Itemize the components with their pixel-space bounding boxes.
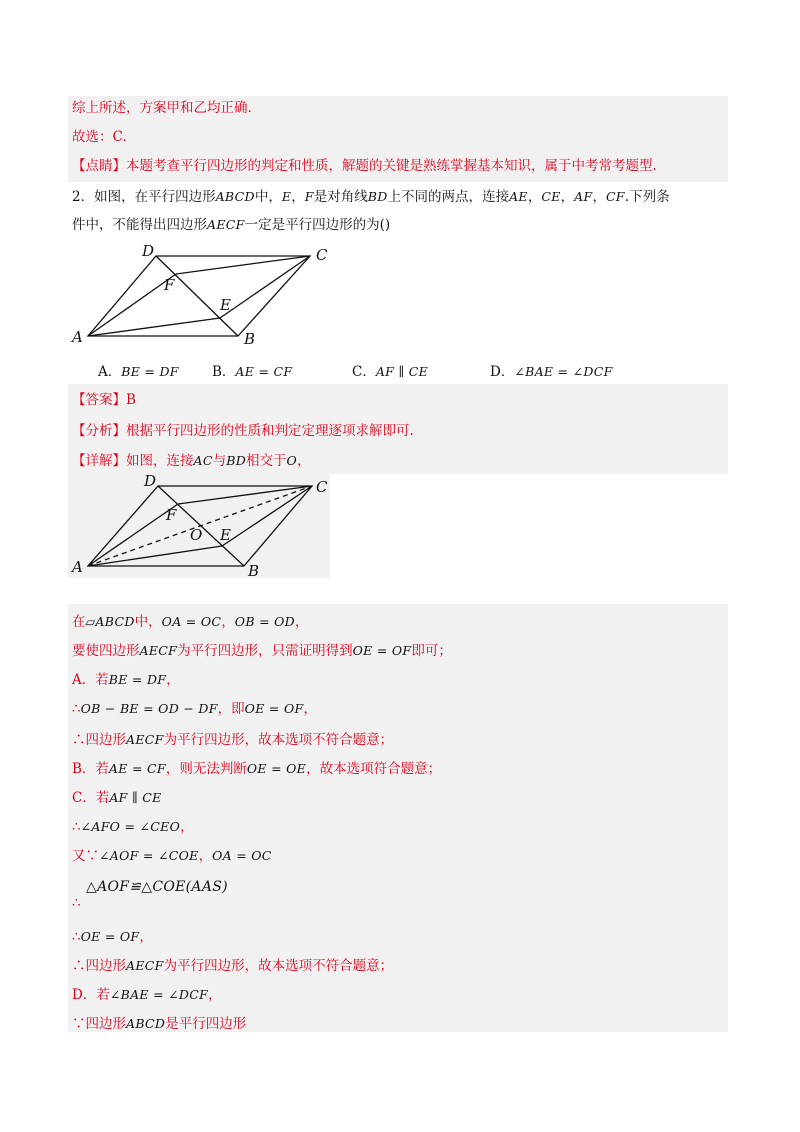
label-C: C bbox=[316, 246, 328, 264]
question-line-1: 2．如图，在平行四边形ABCD中，E，F是对角线BD上不同的两点，连接AE，CE，AF，CF.下列条 bbox=[72, 189, 670, 205]
sol-line-14: D．若∠BAE = ∠DCF， bbox=[72, 987, 222, 1003]
option-c[interactable]: C．AF ∥ CE bbox=[352, 364, 429, 380]
choice-line: 故选：C. bbox=[72, 129, 127, 145]
sol-line-13: ∴四边形AECF为平行四边形，故本选项不符合题意； bbox=[72, 958, 394, 974]
label2-F: F bbox=[166, 506, 177, 524]
label2-B: B bbox=[248, 562, 260, 580]
comment-tag: 【点睛】 bbox=[72, 158, 126, 174]
sol-line-12: ∴OE = OF， bbox=[72, 929, 153, 945]
sol-line-9: 又∵∠AOF = ∠COE，OA = OC bbox=[72, 848, 272, 864]
sol-line-4: ∴OB − BE = OD − DF，即OE = OF， bbox=[72, 701, 317, 717]
option-a[interactable]: A．BE = DF bbox=[98, 364, 179, 380]
answer-line: 【答案】B bbox=[72, 392, 136, 408]
figure-parallelogram-1 bbox=[68, 240, 338, 350]
comment-line bbox=[72, 155, 657, 177]
detail-line: 【详解】如图，连接AC与BD相交于O， bbox=[72, 453, 311, 469]
summary-line: 综上所述，方案甲和乙均正确. bbox=[72, 100, 252, 116]
sol-line-3: A．若BE = DF， bbox=[72, 672, 180, 688]
label-A: A bbox=[72, 328, 83, 346]
label2-E: E bbox=[220, 526, 231, 544]
label2-C: C bbox=[316, 478, 328, 496]
label-F: F bbox=[164, 276, 175, 294]
sol-line-8: ∴∠AFO = ∠CEO， bbox=[72, 819, 194, 835]
sol-line-7: C．若AF ∥ CE bbox=[72, 790, 162, 806]
sol-line-1: 在▱ABCD中，OA = OC，OB = OD， bbox=[72, 614, 309, 630]
label-E: E bbox=[220, 296, 231, 314]
question-line-2: 件中，不能得出四边形AECF一定是平行四边形的为() bbox=[72, 217, 391, 233]
sol-line-15: ∵四边形ABCD是平行四边形 bbox=[72, 1016, 247, 1032]
option-d[interactable]: D．∠BAE = ∠DCF bbox=[490, 364, 613, 380]
label-B: B bbox=[244, 330, 256, 348]
sol-line-11: ∴ bbox=[72, 895, 81, 911]
label2-D: D bbox=[144, 474, 157, 490]
comment-text: 本题考查平行四边形的判定和性质，解题的关键是熟练掌握基本知识，属于中考常考题型. bbox=[126, 158, 657, 174]
sol-line-10: △AOF≌△COE(AAS) bbox=[86, 879, 228, 895]
figure-parallelogram-2 bbox=[68, 474, 330, 580]
label-D: D bbox=[142, 242, 155, 260]
option-b[interactable]: B．AE = CF bbox=[212, 364, 293, 380]
label2-O: O bbox=[190, 526, 203, 544]
sol-line-6: B．若AE = CF，则无法判断OE = OE，故本选项符合题意； bbox=[72, 761, 442, 777]
label2-A: A bbox=[72, 558, 83, 576]
sol-line-2: 要使四边形AECF为平行四边形，只需证明得到OE = OF即可； bbox=[72, 643, 452, 659]
sol-line-5: ∴四边形AECF为平行四边形，故本选项不符合题意； bbox=[72, 732, 394, 748]
analysis-line: 【分析】根据平行四边形的性质和判定定理逐项求解即可. bbox=[72, 423, 414, 439]
